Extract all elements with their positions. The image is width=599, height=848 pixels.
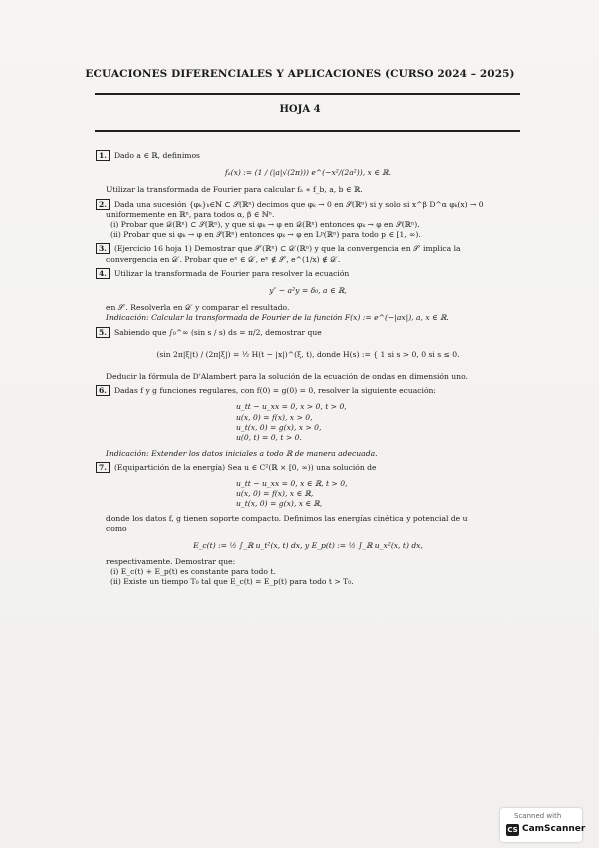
problem-text: Dado a ∈ ℝ, definimos	[113, 151, 200, 160]
problem-item: (ii) Existe un tiempo T₀ tal que E_c(t) = E_p(t) para todo t > T₀.	[110, 577, 354, 587]
problem-number: 5.	[96, 327, 110, 338]
equation-line: u_tt − u_xx = 0, x ∈ ℝ, t > 0,	[236, 478, 348, 488]
equation-line: u_t(x, 0) = g(x), x ∈ ℝ,	[236, 499, 323, 509]
problem-text: Dadas f y g funciones regulares, con f(0) = g(0) = 0, resolver la siguiente ecuación:	[113, 386, 436, 396]
problem-item: (i) Probar que 𝒟(ℝⁿ) ⊂ 𝒮(ℝⁿ), y que si φₖ → φ en 𝒟(ℝⁿ) entonces φₖ → φ en 𝒮(ℝⁿ).	[110, 220, 420, 230]
equation-line: u_tt − u_xx = 0, x > 0, t > 0,	[236, 402, 347, 412]
problem-text: convergencia en 𝒟′. Probar que eˣ ∈ 𝒟′, eˣ ∉ 𝒮′, e^(1/x) ∉ 𝒟′.	[106, 254, 341, 264]
problem-list	[96, 150, 520, 591]
title-rule-bottom	[95, 130, 520, 132]
problem-text: Utilizar la transformada de Fourier para resolver la ecuación	[113, 268, 350, 278]
title-rule-top	[95, 93, 520, 95]
problem-text: en 𝒮′. Resolverla en 𝒟′ y comparar el resultado.	[106, 303, 290, 313]
problem-text: Utilizar la transformada de Fourier para calcular fₐ ∗ f_b, a, b ∈ ℝ.	[106, 185, 363, 195]
problem-text: donde los datos f, g tienen soporte compacto. Definimos las energías cinética y potencial de u	[106, 514, 468, 524]
equation: E_c(t) := ½ ∫_ℝ u_t²(x, t) dx, y E_p(t) := ½ ∫_ℝ u_x²(x, t) dx,	[193, 540, 423, 550]
problem-1	[96, 150, 520, 196]
equation-line: u(x, 0) = f(x), x > 0,	[236, 412, 313, 422]
problem-number: 3.	[96, 243, 110, 254]
problem-7	[96, 462, 520, 587]
equation-system	[236, 479, 520, 510]
badge-caption: Scanned with	[514, 812, 562, 820]
problem-text: uniformemente en ℝⁿ, para todos α, β ∈ ℕⁿ.	[106, 209, 275, 219]
problem-number: 1.	[96, 150, 110, 161]
equation-line: u_t(x, 0) = g(x), x > 0,	[236, 422, 322, 432]
course-title: ECUACIONES DIFERENCIALES Y APLICACIONES (CURSO 2024 – 2025)	[85, 68, 515, 80]
problem-text: Deducir la fórmula de D'Alambert para la solución de la ecuación de ondas en dimensión uno.	[106, 372, 468, 382]
equation: fₐ(x) := (1 / (|a|√(2π))) e^(−x²/(2a²)), x ∈ ℝ.	[225, 168, 391, 178]
problem-4	[96, 268, 520, 324]
problem-text: (Ejercicio 16 hoja 1) Demostrar que 𝒮′(ℝⁿ) ⊂ 𝒟′(ℝⁿ) y que la convergencia en 𝒮′ implica la	[113, 244, 461, 254]
camscanner-badge	[500, 808, 586, 842]
equation-line: u(0, t) = 0, t > 0.	[236, 433, 302, 443]
problem-number: 6.	[96, 385, 110, 396]
equation-line: u(x, 0) = f(x), x ∈ ℝ,	[236, 488, 314, 498]
problem-2	[96, 199, 520, 241]
equation: (sin 2π|ξ|t) / (2π|ξ|) = ½ H(t − |x|)^(ξ, t), donde H(s) := { 1 si s > 0, 0 si s ≤ 0.	[156, 349, 460, 359]
problem-6	[96, 385, 520, 459]
problem-text: Dada una sucesión {φₖ}ₖ∈ℕ ⊂ 𝒮(ℝⁿ) decimos que φₖ → 0 en 𝒮(ℝⁿ) si y solo si x^β D^α φₖ(x) → 0	[113, 199, 484, 209]
sheet-title: HOJA 4	[279, 104, 321, 115]
problem-text: como	[106, 524, 127, 534]
problem-5	[96, 327, 520, 383]
badge-brand: CamScanner	[522, 824, 586, 834]
problem-number: 4.	[96, 268, 110, 279]
hint-text: Indicación: Calcular la transformada de Fourier de la función F(x) := e^(−|ax|), a, x ∈ ℝ.	[106, 313, 449, 323]
problem-item: (ii) Probar que si φₖ → φ en 𝒮(ℝⁿ) entonces φₖ → φ en Lᵖ(ℝⁿ) para todo p ∈ [1, ∞).	[110, 230, 421, 240]
problem-3	[96, 243, 520, 264]
hint-text: Indicación: Extender los datos iniciales a todo ℝ de manera adecuada.	[106, 449, 378, 459]
problem-item: (i) E_c(t) + E_p(t) es constante para todo t.	[110, 567, 276, 577]
equation-system	[236, 402, 520, 443]
problem-text: respectivamente. Demostrar que:	[106, 556, 236, 566]
problem-number: 2.	[96, 199, 110, 210]
equation: y″ − a²y = δ₀, a ∈ ℝ,	[269, 286, 347, 296]
problem-text: Sabiendo que ∫₀^∞ (sin s / s) ds = π/2, demostrar que	[113, 327, 322, 337]
problem-text: (Equipartición de la energía) Sea u ∈ C²(ℝ × [0, ∞)) una solución de	[113, 463, 377, 473]
camscanner-logo-icon: CS	[507, 826, 518, 834]
problem-number: 7.	[96, 462, 110, 473]
